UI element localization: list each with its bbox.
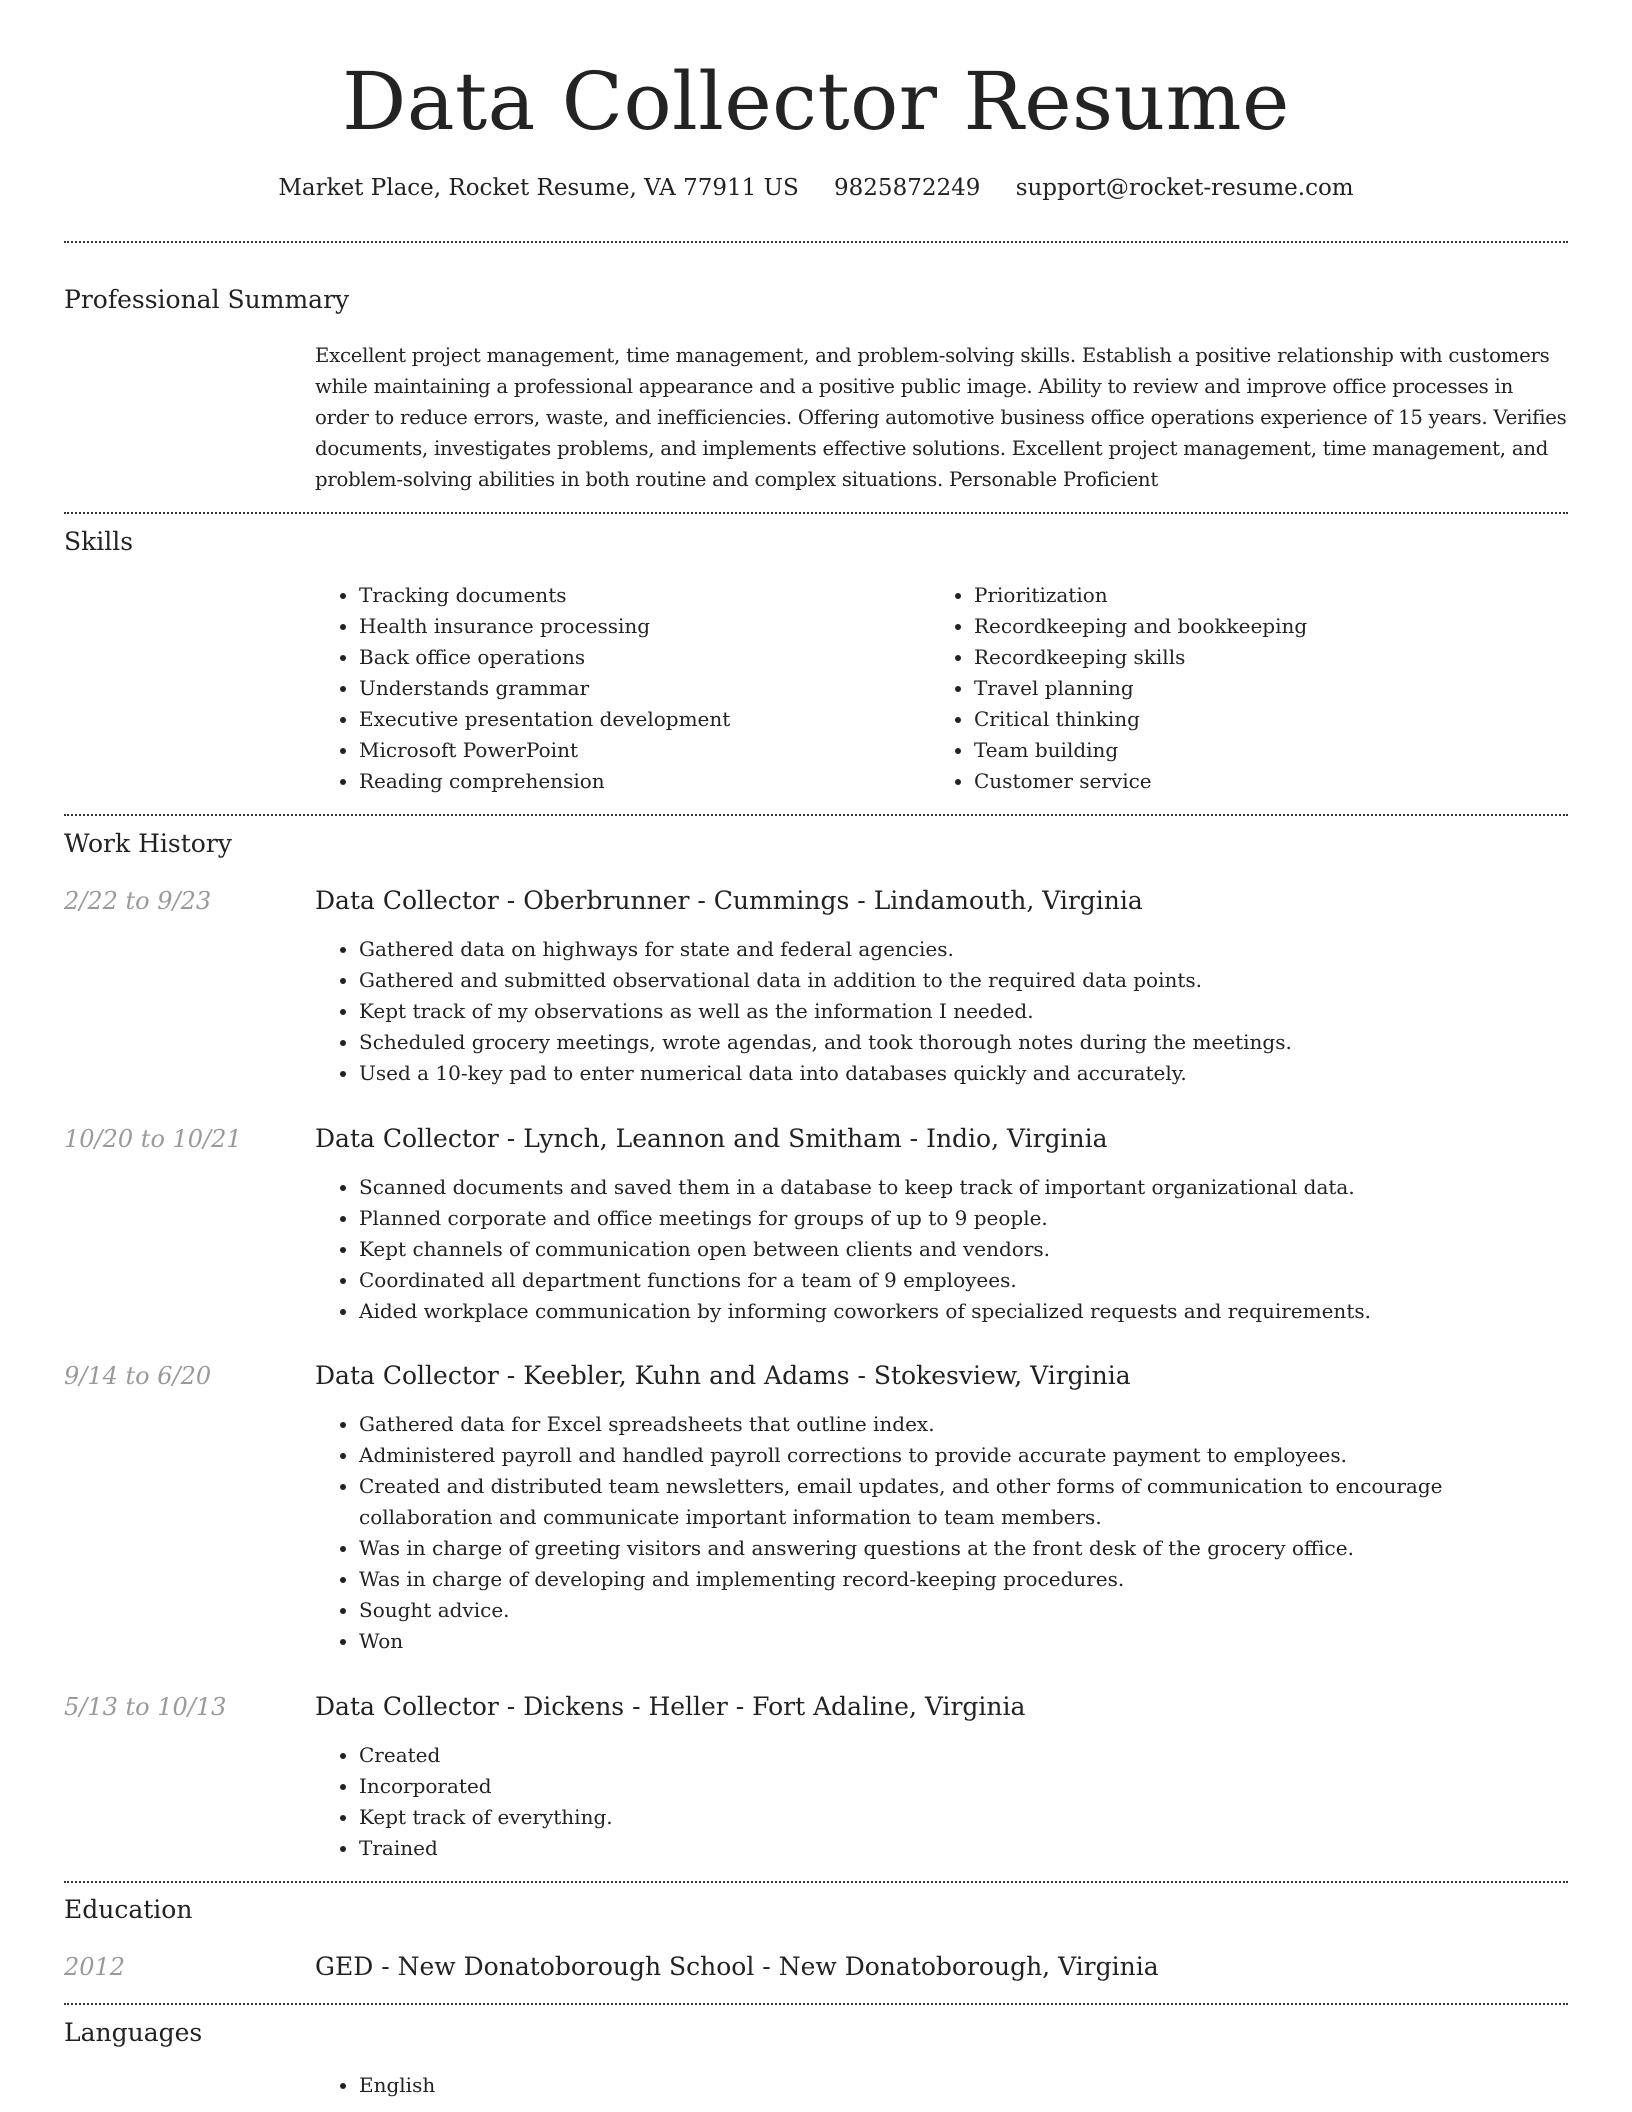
job-bullet: • Created and distributed team newsletters, email updates, and other forms of communication to encourage collaboration and communicate important information to team members.	[359, 1471, 1479, 1533]
section-title-skills: Skills	[64, 527, 134, 556]
job-bullet: • Created	[359, 1740, 1479, 1771]
skill-item: • Recordkeeping skills	[974, 642, 1574, 673]
contact-address: Market Place, Rocket Resume, VA 77911 US	[278, 175, 799, 201]
summary-text: Excellent project management, time management, and problem-solving skills. Establish a positive relationship with customers while maintaining a professional appearance and a positive public image. Ability to review and improve office processes in order to reduce errors, waste, and inefficiencies. Offering automotive business office operations experience of 15 years. Verifies documents, investigates problems, and implements effective solutions. Excellent project management, time management, and problem-solving abilities in both routine and complex situations. Personable Proficient	[315, 344, 1567, 491]
job-bullets	[315, 1172, 1479, 1327]
job-title: Data Collector - Dickens - Heller - Fort Adaline, Virginia	[315, 1692, 1026, 1721]
job-bullet: • Gathered and submitted observational data in addition to the required data points.	[359, 965, 1479, 996]
job-bullet: • Aided workplace communication by informing coworkers of specialized requests and requirements.	[359, 1296, 1479, 1327]
divider	[64, 1881, 1568, 1883]
divider	[64, 512, 1568, 514]
job-bullet: • Was in charge of greeting visitors and answering questions at the front desk of the grocery office.	[359, 1533, 1479, 1564]
job-date: 10/20 to 10/21	[64, 1125, 242, 1153]
skill-item: • Recordkeeping and bookkeeping	[974, 611, 1574, 642]
skill-item: • Executive presentation development	[359, 704, 959, 735]
section-title-summary: Professional Summary	[64, 285, 350, 314]
divider	[64, 2003, 1568, 2005]
skill-item: • Critical thinking	[974, 704, 1574, 735]
job-bullet: • Gathered data on highways for state and federal agencies.	[359, 934, 1479, 965]
job-bullet: • Was in charge of developing and implementing record-keeping procedures.	[359, 1564, 1479, 1595]
job-date: 2/22 to 9/23	[64, 887, 212, 915]
skill-item: • Reading comprehension	[359, 766, 959, 797]
skill-item: • Travel planning	[974, 673, 1574, 704]
skill-item: • Health insurance processing	[359, 611, 959, 642]
job-bullet: • Scheduled grocery meetings, wrote agendas, and took thorough notes during the meetings.	[359, 1027, 1479, 1058]
skill-item: • Microsoft PowerPoint	[359, 735, 959, 766]
job-bullet: • Planned corporate and office meetings for groups of up to 9 people.	[359, 1203, 1479, 1234]
job-bullet: • Used a 10-key pad to enter numerical data into databases quickly and accurately.	[359, 1058, 1479, 1089]
section-title-languages: Languages	[64, 2018, 203, 2047]
section-title-education: Education	[64, 1895, 193, 1924]
education-date: 2012	[64, 1953, 126, 1981]
job-bullets	[315, 934, 1479, 1089]
skill-item: • Tracking documents	[359, 580, 959, 611]
job-bullet: • Kept track of everything.	[359, 1802, 1479, 1833]
job-title: Data Collector - Oberbrunner - Cummings - Lindamouth, Virginia	[315, 886, 1143, 915]
resume-title: Data Collector Resume	[342, 55, 1290, 148]
job-bullet: • Administered payroll and handled payroll corrections to provide accurate payment to employees.	[359, 1440, 1479, 1471]
contact-line	[0, 168, 1632, 208]
job-bullet: • Scanned documents and saved them in a database to keep track of important organizational data.	[359, 1172, 1479, 1203]
divider	[64, 241, 1568, 243]
job-bullet: • Won	[359, 1626, 1479, 1657]
job-bullets	[315, 1740, 1479, 1864]
job-bullet: • Coordinated all department functions for a team of 9 employees.	[359, 1265, 1479, 1296]
skill-item: • Back office operations	[359, 642, 959, 673]
job-bullet: • Kept track of my observations as well as the information I needed.	[359, 996, 1479, 1027]
skill-item: • Customer service	[974, 766, 1574, 797]
education-title: GED - New Donatoborough School - New Donatoborough, Virginia	[315, 1952, 1159, 1981]
job-date: 5/13 to 10/13	[64, 1693, 227, 1721]
job-bullet: • Trained	[359, 1833, 1479, 1864]
skill-item: • Team building	[974, 735, 1574, 766]
contact-email: support@rocket-resume.com	[1015, 175, 1354, 201]
job-title: Data Collector - Keebler, Kuhn and Adams - Stokesview, Virginia	[315, 1361, 1131, 1390]
job-bullets	[315, 1409, 1479, 1657]
skills-list-left	[315, 580, 959, 797]
job-bullet: • Sought advice.	[359, 1595, 1479, 1626]
section-title-work: Work History	[64, 829, 232, 858]
divider	[64, 814, 1568, 816]
job-bullet: • Gathered data for Excel spreadsheets that outline index.	[359, 1409, 1479, 1440]
job-title: Data Collector - Lynch, Leannon and Smitham - Indio, Virginia	[315, 1124, 1108, 1153]
language-item: • English	[359, 2070, 1479, 2101]
job-bullet: • Incorporated	[359, 1771, 1479, 1802]
skills-list-right	[930, 580, 1574, 797]
job-date: 9/14 to 6/20	[64, 1362, 212, 1390]
languages-list	[315, 2070, 1479, 2101]
skill-item: • Understands grammar	[359, 673, 959, 704]
skill-item: • Prioritization	[974, 580, 1574, 611]
contact-phone: 9825872249	[834, 175, 981, 201]
job-bullet: • Kept channels of communication open between clients and vendors.	[359, 1234, 1479, 1265]
